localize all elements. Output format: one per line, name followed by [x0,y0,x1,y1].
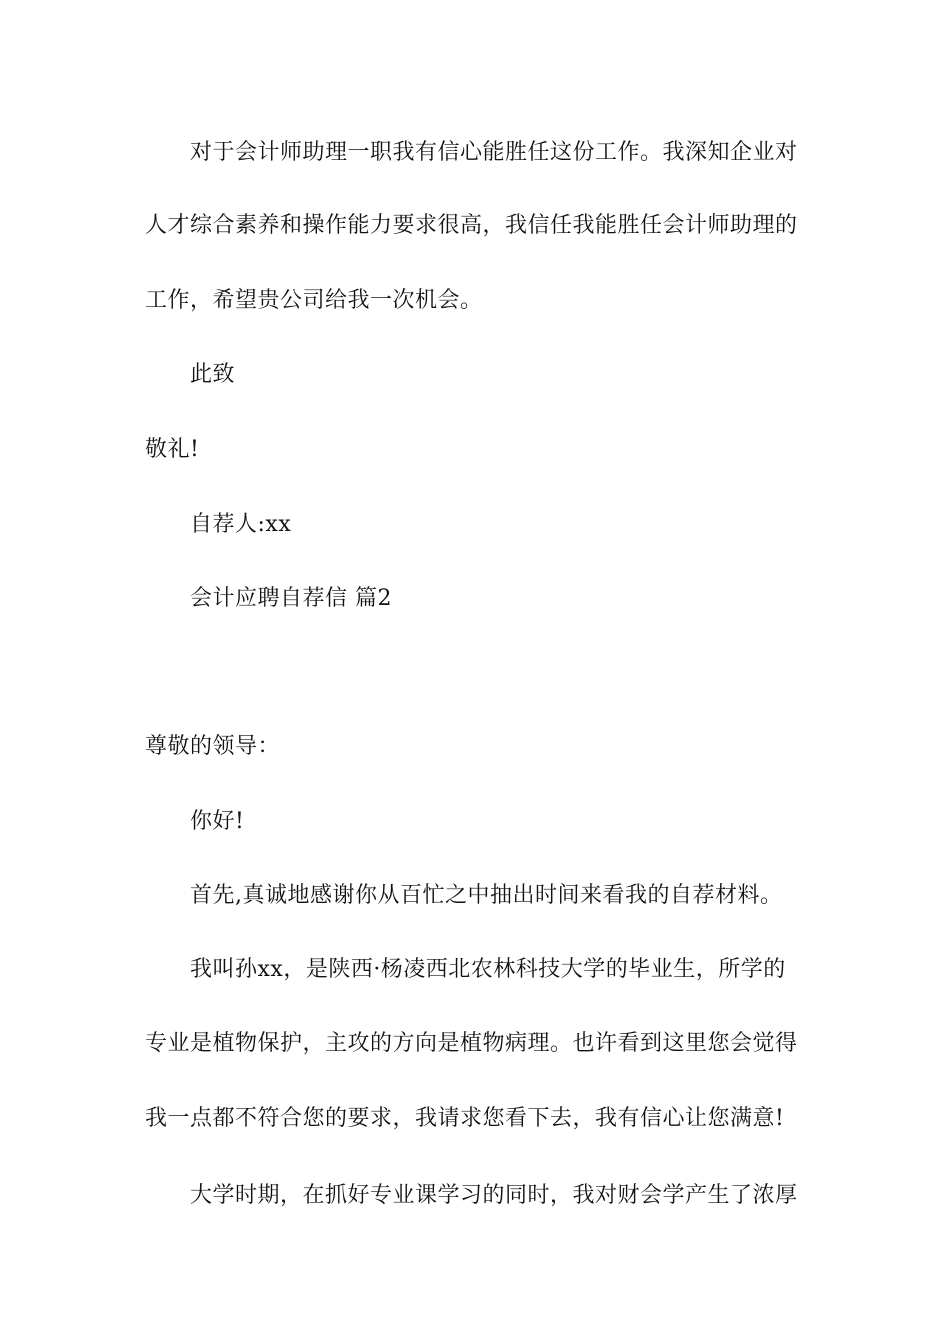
paragraph-line-1: 对于会计师助理一职我有信心能胜任这份工作。我深知企业对 [190,140,798,165]
greeting-line: 尊敬的领导： [145,734,281,759]
closing-regards: 敬礼! [145,437,200,462]
signature-line: 自荐人:xx [190,512,292,537]
section-heading: 会计应聘自荐信 篇2 [190,586,392,611]
paragraph-line-5: 我叫孙xx，是陕西·杨凌西北农林科技大学的毕业生，所学的 [190,957,786,982]
paragraph-line-7: 我一点都不符合您的要求，我请求您看下去，我有信心让您满意! [145,1106,785,1131]
hello-line: 你好! [190,809,245,834]
closing-salutation: 此致 [190,362,236,387]
paragraph-line-2: 人才综合素养和操作能力要求很高，我信任我能胜任会计师助理的 [145,213,798,238]
paragraph-line-8: 大学时期，在抓好专业课学习的同时，我对财会学产生了浓厚 [190,1183,798,1208]
paragraph-line-6: 专业是植物保护，主攻的方向是植物病理。也许看到这里您会觉得 [145,1031,798,1056]
paragraph-line-3: 工作，希望贵公司给我一次机会。 [145,288,483,313]
paragraph-line-4: 首先,真诚地感谢你从百忙之中抽出时间来看我的自荐材料。 [190,883,783,908]
